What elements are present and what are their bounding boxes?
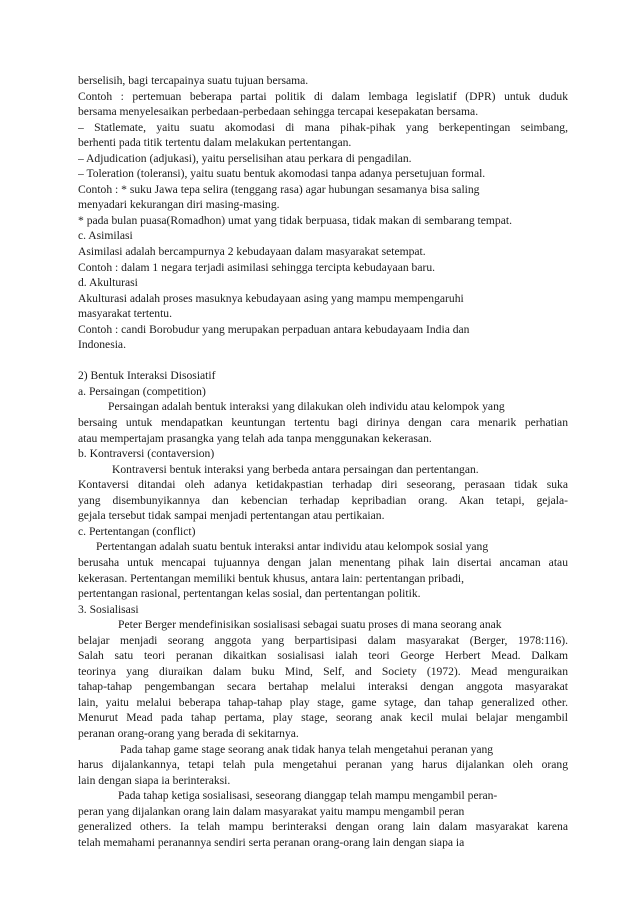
text-line: Persaingan adalah bentuk interaksi yang dilakukan oleh individu atau kelompok yang: [108, 400, 505, 414]
text-line: * pada bulan puasa(Romadhon) umat yang tidak berpuasa, tidak makan di sembarang tempat.: [78, 213, 512, 227]
text-line: gejala tersebut tidak sampai menjadi pertentangan atau pertikaian.: [78, 509, 385, 523]
text-line: berusaha untuk mencapai tujuannya dengan jalan menentang pihak lain disertai ancaman atau: [78, 555, 568, 569]
text-line: Contoh : pertemuan beberapa partai politik di dalam lembaga legislatif (DPR) untuk duduk: [78, 89, 568, 103]
text-line: b. Kontraversi (contaversion): [78, 447, 215, 461]
text-line: Pada tahap game stage seorang anak tidak hanya telah mengetahui peranan yang: [120, 742, 494, 756]
text-line: d. Akulturasi: [78, 276, 138, 290]
text-line: 2) Bentuk Interaksi Disosiatif: [78, 369, 216, 383]
text-line: bersaing untuk mendapatkan keuntungan tertentu bagi dirinya dengan cara menarik perhatian: [78, 416, 568, 430]
body-text: [78, 73, 568, 850]
text-line: generalized others. Ia telah mampu berinteraksi dengan orang lain dalam masyarakat karena: [78, 820, 568, 834]
text-line: a. Persaingan (competition): [78, 384, 206, 398]
text-line: Contoh : dalam 1 negara terjadi asimilasi sehingga tercipta kebudayaan baru.: [78, 260, 436, 274]
text-line: peranan orang-orang yang berada di sekitarnya.: [78, 726, 299, 740]
text-line: 3. Sosialisasi: [78, 602, 139, 616]
text-line: Contoh : * suku Jawa tepa selira (tenggang rasa) agar hubungan sesamanya bisa saling: [78, 182, 480, 196]
text-line: – Toleration (toleransi), yaitu suatu bentuk akomodasi tanpa adanya persetujuan formal.: [78, 167, 486, 181]
text-line: bersama menyelesaikan perbedaan-perbedaan sehingga tercapai kesepakatan bersama.: [78, 105, 479, 119]
text-line: Asimilasi adalah bercampurnya 2 kebudayaan dalam masyarakat setempat.: [78, 245, 426, 259]
text-line: menyadari kekurangan diri masing-masing.: [78, 198, 280, 212]
text-line: belajar menjadi seorang anggota yang berpartisipasi dalam masyarakat (Berger, 1978:116).: [78, 633, 568, 647]
text-line: peran yang dijalankan orang lain dalam masyarakat yaitu mampu mengambil peran: [78, 804, 465, 818]
text-line: kekerasan. Pertentangan memiliki bentuk khusus, antara lain: pertentangan pribadi,: [78, 571, 465, 585]
text-line: tahap-tahap pengembangan secara bertahap melalui interaksi dengan anggota masyarakat: [78, 680, 568, 694]
text-line: Pada tahap ketiga sosialisasi, seseorang dianggap telah mampu mengambil peran-: [118, 789, 498, 803]
text-line: yang disembunyikannya dan kebencian terhadap kepribadian orang. Akan tetapi, gejala-: [78, 493, 568, 507]
text-line: berhenti pada titik tertentu dalam melakukan pertentangan.: [78, 136, 352, 150]
text-line: c. Pertentangan (conflict): [78, 524, 196, 538]
text-line: lain dengan siapa ia berinteraksi.: [78, 773, 231, 787]
text-line: Akulturasi adalah proses masuknya kebudayaan asing yang mampu mempengaruhi: [78, 291, 464, 305]
text-line: Pertentangan adalah suatu bentuk interaksi antar individu atau kelompok sosial yang: [96, 540, 489, 554]
text-line: – Statlemate, yaitu suatu akomodasi di mana pihak-pihak yang berkepentingan seimbang,: [78, 120, 568, 134]
text-line: teorinya yang diuraikan dalam buku Mind, Self, and Society (1972). Mead menguraikan: [78, 664, 568, 678]
text-line: Contoh : candi Borobudur yang merupakan perpaduan antara kebudayaam India dan: [78, 322, 470, 336]
text-line: Kontraversi bentuk interaksi yang berbeda antara persaingan dan pertentangan.: [112, 462, 479, 476]
text-line: Peter Berger mendefinisikan sosialisasi sebagai suatu proses di mana seorang anak: [118, 618, 502, 632]
text-line: masyarakat tertentu.: [78, 307, 172, 321]
text-line: harus dijalankannya, tetapi telah pula mengetahui peranan yang harus dijalankan oleh orang: [78, 758, 568, 772]
text-line: pertentangan rasional, pertentangan kelas sosial, dan pertentangan politik.: [78, 587, 421, 601]
text-line: telah memahami peranannya sendiri serta peranan orang-orang lain dengan siapa ia: [78, 835, 465, 849]
text-line: Kontaversi ditandai oleh adanya ketidakpastian terhadap diri seseorang, perasaan tidak suka: [78, 478, 568, 492]
text-line: Menurut Mead pada tahap pertama, play stage, seorang anak kecil mulai belajar mengambil: [78, 711, 568, 725]
blank-line: [78, 353, 568, 369]
text-line: Indonesia.: [78, 338, 126, 352]
text-line: berselisih, bagi tercapainya suatu tujuan bersama.: [78, 74, 309, 87]
text-line: atau mempertajam prasangka yang telah ada tanpa menggunakan kekerasan.: [78, 431, 432, 445]
text-line: Salah satu teori peranan dikaitkan sosialisasi ialah teori George Herbert Mead. Dalkam: [78, 649, 568, 663]
text-line: lain, yaitu melalui beberapa tahap-tahap play stage, game sytage, dan tahap generalized other.: [78, 695, 568, 709]
text-line: – Adjudication (adjukasi), yaitu perselisihan atau perkara di pengadilan.: [78, 151, 412, 165]
text-line: c. Asimilasi: [78, 229, 133, 243]
